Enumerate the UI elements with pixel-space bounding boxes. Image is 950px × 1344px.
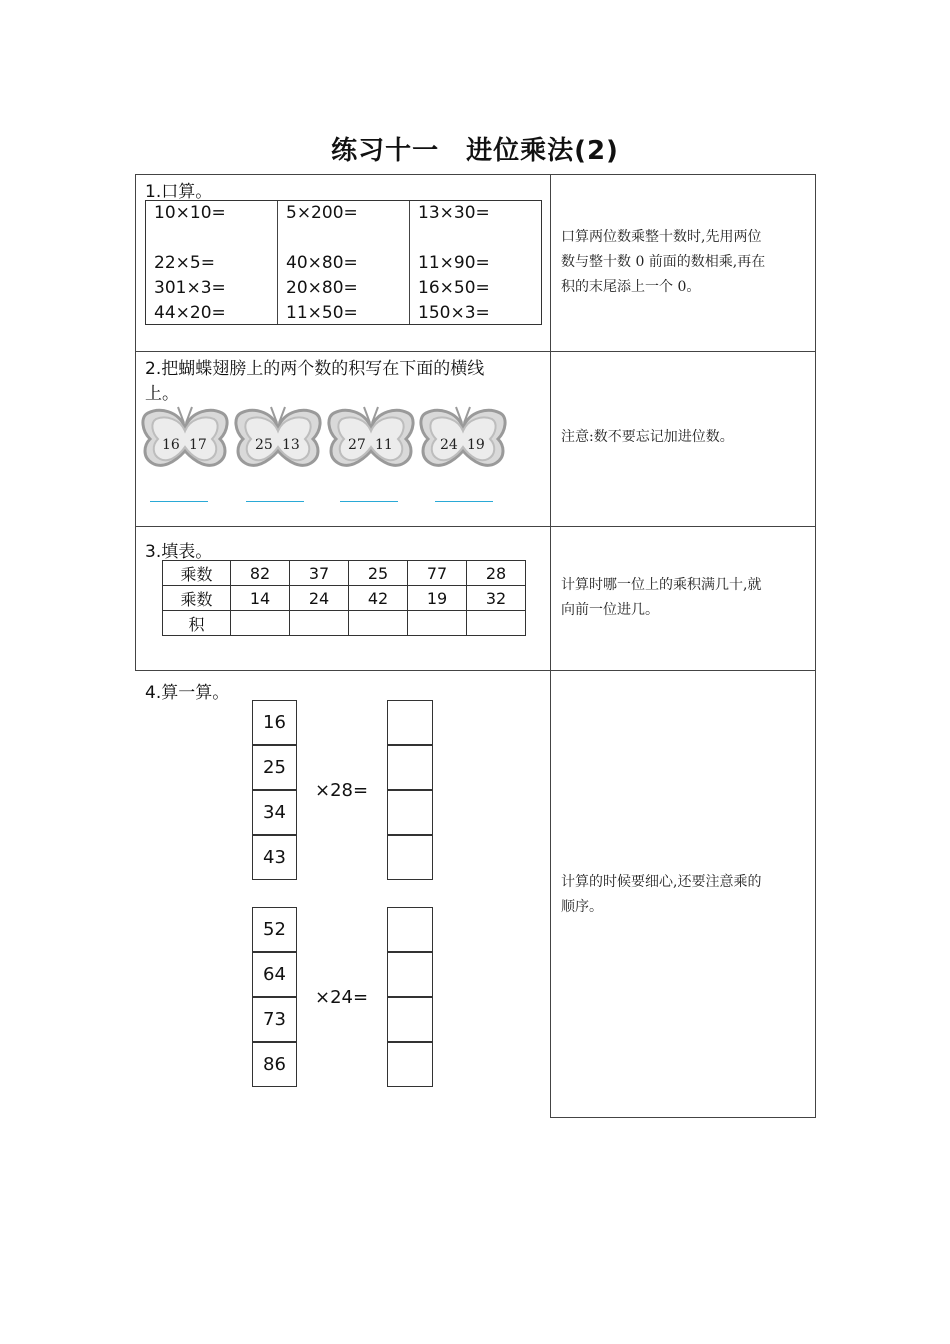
table-row: [163, 561, 526, 586]
butterfly-icon: [418, 400, 508, 480]
oral-item: 13×30=: [418, 203, 490, 223]
butterfly-icon: [326, 400, 416, 480]
table-border: [135, 670, 816, 671]
table-border: [135, 174, 136, 671]
oral-item: 40×80=: [286, 253, 358, 273]
butterfly-icon: [233, 400, 323, 480]
answer-box[interactable]: [387, 745, 433, 790]
answer-box[interactable]: [387, 952, 433, 997]
table-border: [135, 526, 816, 527]
page-title: 练习十一 进位乘法(2): [331, 136, 619, 166]
answer-box[interactable]: [387, 835, 433, 880]
answer-box[interactable]: [387, 907, 433, 952]
multiplicand-box: 25: [252, 745, 297, 790]
answer-cell[interactable]: [349, 611, 408, 636]
section3-title: 3.填表。: [145, 542, 213, 562]
oral-item: 301×3=: [154, 278, 226, 298]
fill-table: [162, 560, 526, 636]
table-border: [550, 1117, 816, 1118]
answer-cell[interactable]: [467, 611, 526, 636]
butterfly-number: 11: [375, 437, 393, 453]
table-cell: 25: [349, 561, 408, 586]
tip-line: 口算两位数乘整十数时,先用两位: [561, 229, 762, 245]
answer-cell[interactable]: [231, 611, 290, 636]
table-border: [135, 174, 816, 175]
table-cell: 37: [290, 561, 349, 586]
table-cell: 42: [349, 586, 408, 611]
multiplier-label: ×24=: [315, 987, 369, 1008]
section4-title: 4.算一算。: [145, 683, 230, 703]
answer-box[interactable]: [387, 1042, 433, 1087]
table-cell: 14: [231, 586, 290, 611]
oral-item: 10×10=: [154, 203, 226, 223]
multiplicand-box: 16: [252, 700, 297, 745]
tip-line: 积的末尾添上一个 0。: [561, 279, 701, 295]
oral-item: 16×50=: [418, 278, 490, 298]
multiplicand-box: 64: [252, 952, 297, 997]
answer-blank[interactable]: [435, 501, 493, 502]
row-label: 乘数: [163, 586, 231, 611]
butterfly-number: 13: [282, 437, 300, 453]
table-border: [815, 174, 816, 1118]
section4-tip: [561, 870, 761, 920]
table-cell: 77: [408, 561, 467, 586]
oral-item: 11×90=: [418, 253, 490, 273]
row-label: 乘数: [163, 561, 231, 586]
answer-cell[interactable]: [290, 611, 349, 636]
multiplicand-box: 34: [252, 790, 297, 835]
answer-blank[interactable]: [150, 501, 208, 502]
table-cell: 32: [467, 586, 526, 611]
answer-box[interactable]: [387, 997, 433, 1042]
oral-item: 11×50=: [286, 303, 358, 323]
answer-box[interactable]: [387, 790, 433, 835]
grid-divider: [277, 201, 278, 324]
table-cell: 28: [467, 561, 526, 586]
oral-item: 44×20=: [154, 303, 226, 323]
table-cell: 24: [290, 586, 349, 611]
answer-blank[interactable]: [246, 501, 304, 502]
answer-cell[interactable]: [408, 611, 467, 636]
multiplier-label: ×28=: [315, 780, 369, 801]
butterfly-number: 19: [467, 437, 485, 453]
butterfly-number: 16: [162, 437, 180, 453]
oral-item: 20×80=: [286, 278, 358, 298]
butterfly-number: 25: [255, 437, 273, 453]
section2-title-line2: 上。: [145, 384, 179, 404]
answer-box[interactable]: [387, 700, 433, 745]
butterfly-icon: [140, 400, 230, 480]
multiplicand-box: 86: [252, 1042, 297, 1087]
table-border: [550, 174, 551, 1118]
section1-title: 1.口算。: [145, 182, 213, 202]
row-label: 积: [163, 611, 231, 636]
oral-item: 5×200=: [286, 203, 358, 223]
tip-line: 计算的时候要细心,还要注意乘的: [561, 874, 762, 890]
section3-tip: [561, 573, 761, 623]
tip-line: 计算时哪一位上的乘积满几十,就: [561, 577, 762, 593]
grid-divider: [409, 201, 410, 324]
oral-item: 22×5=: [154, 253, 215, 273]
table-cell: 19: [408, 586, 467, 611]
oral-calc-grid: [145, 200, 542, 325]
tip-line: 顺序。: [561, 899, 603, 915]
multiplicand-box: 43: [252, 835, 297, 880]
table-cell: 82: [231, 561, 290, 586]
tip-line: 向前一位进几。: [561, 602, 659, 618]
multiplicand-box: 52: [252, 907, 297, 952]
butterfly-number: 27: [348, 437, 366, 453]
butterfly-number: 17: [189, 437, 207, 453]
table-row: [163, 611, 526, 636]
section1-tip: [561, 225, 765, 300]
answer-blank[interactable]: [340, 501, 398, 502]
multiplicand-box: 73: [252, 997, 297, 1042]
section2-title-line1: 2.把蝴蝶翅膀上的两个数的积写在下面的横线: [145, 359, 485, 379]
section2-tip: 注意:数不要忘记加进位数。: [561, 429, 734, 445]
butterfly-number: 24: [440, 437, 458, 453]
oral-item: 150×3=: [418, 303, 490, 323]
table-border: [135, 351, 816, 352]
tip-line: 数与整十数 0 前面的数相乘,再在: [561, 254, 766, 270]
table-row: [163, 586, 526, 611]
